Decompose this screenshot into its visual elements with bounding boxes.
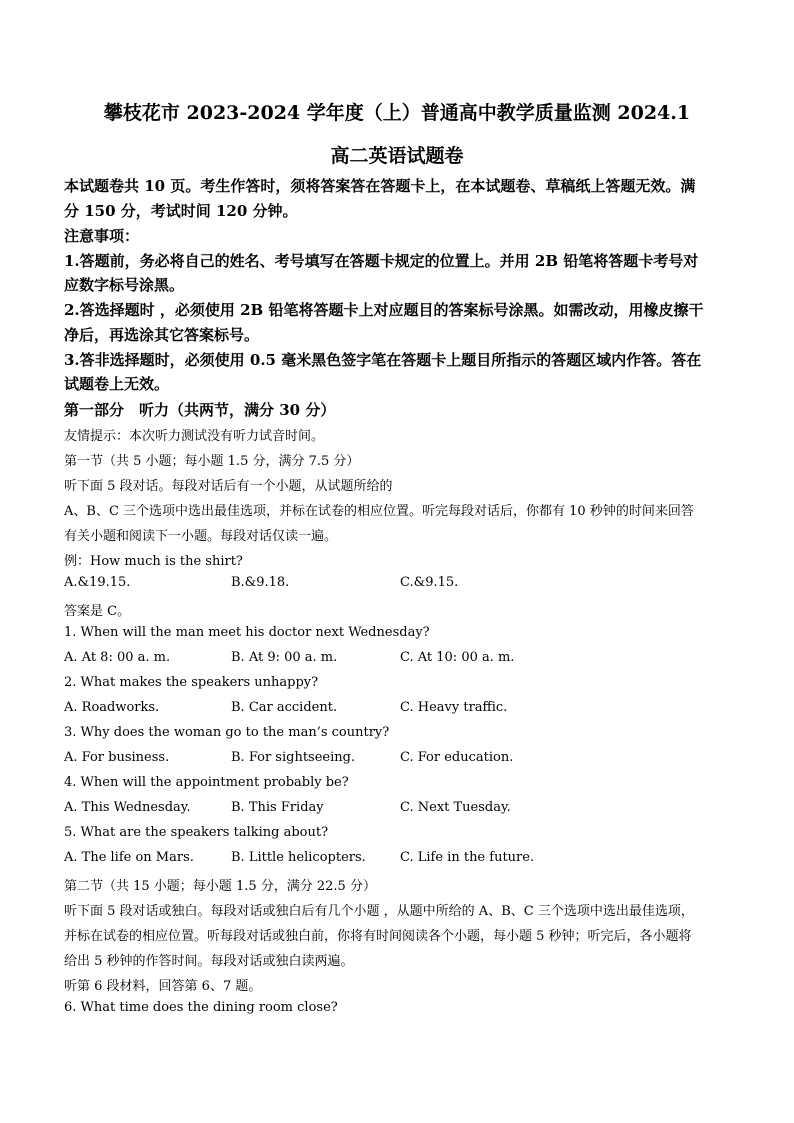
option-c: C. At 10: 00 a. m. bbox=[400, 650, 515, 665]
option-a: A. Roadworks. bbox=[64, 700, 160, 715]
option-c: C.&9.15. bbox=[400, 575, 459, 590]
intro-line: 本试题卷共 10 页。考生作答时，须将答案答在答题卡上，在本试题卷、草稿纸上答题无效。满 bbox=[64, 177, 696, 195]
note-line: 3.答非选择题时，必须使用 0.5 毫米黑色签字笔在答题卡上题目所指示的答题区域内作答。答在 bbox=[64, 351, 702, 369]
option-b: B. For sightseeing. bbox=[231, 750, 356, 765]
exam-subtitle: 高二英语试题卷 bbox=[330, 145, 464, 167]
note-line: 应数字标号涂黑。 bbox=[64, 276, 185, 294]
section-title: 第二节（共 15 小题；每小题 1.5 分，满分 22.5 分） bbox=[64, 879, 376, 894]
question: 4. When will the appointment probably be? bbox=[64, 775, 349, 790]
instruction-line: 并标在试卷的相应位置。听每段对话或独白前，你将有时间阅读各个小题，每小题 5 秒钟；听完后，各小题将 bbox=[64, 929, 692, 944]
option-a: A. For business. bbox=[64, 750, 170, 765]
option-b: B.&9.18. bbox=[231, 575, 290, 590]
note-line: 1.答题前，务必将自己的姓名、考号填写在答题卡规定的位置上。并用 2B 铅笔将答题卡考号对 bbox=[64, 252, 699, 270]
option-b: B. Little helicopters. bbox=[231, 850, 366, 865]
part-title: 第一部分 听力（共两节，满分 30 分） bbox=[64, 401, 336, 419]
option-c: C. Heavy traffic. bbox=[400, 700, 508, 715]
material-label: 听第 6 段材料，回答第 6、7 题。 bbox=[64, 979, 262, 994]
exam-title: 攀枝花市 2023-2024 学年度（上）普通高中教学质量监测 2024.1 bbox=[103, 102, 691, 124]
option-a: A.&19.15. bbox=[64, 575, 131, 590]
intro-line: 分 150 分，考试时间 120 分钟。 bbox=[64, 202, 298, 220]
question: 3. Why does the woman go to the man’s country? bbox=[64, 725, 390, 740]
option-b: B. Car accident. bbox=[231, 700, 338, 715]
note-line: 净后，再选涂其它答案标号。 bbox=[64, 326, 260, 344]
option-c: C. Next Tuesday. bbox=[400, 800, 511, 815]
note-line: 2.答选择题时 ，必须使用 2B 铅笔将答题卡上对应题目的答案标号涂黑。如需改动，用橡皮擦干 bbox=[64, 301, 704, 319]
instruction-line: 给出 5 秒钟的作答时间。每段对话或独白读两遍。 bbox=[64, 954, 354, 969]
option-c: C. Life in the future. bbox=[400, 850, 535, 865]
question: 2. What makes the speakers unhappy? bbox=[64, 675, 319, 690]
option-a: A. This Wednesday. bbox=[64, 800, 191, 815]
instruction-line: 听下面 5 段对话或独白。每段对话或独白后有几个小题 ，从题中所给的 A、B、C 三个选项中选出最佳选项， bbox=[64, 904, 694, 919]
option-a: A. At 8: 00 a. m. bbox=[64, 650, 171, 665]
question: 1. When will the man meet his doctor next Wednesday? bbox=[64, 625, 430, 640]
option-a: A. The life on Mars. bbox=[64, 850, 194, 865]
question: 5. What are the speakers talking about? bbox=[64, 825, 329, 840]
question: 6. What time does the dining room close? bbox=[64, 1000, 338, 1015]
instruction-line: 听下面 5 段对话。每段对话后有一个小题，从试题所给的 bbox=[64, 479, 393, 494]
notes-title: 注意事项： bbox=[64, 227, 140, 245]
section-title: 第一节（共 5 小题；每小题 1.5 分，满分 7.5 分） bbox=[64, 454, 360, 469]
example-question: 例：How much is the shirt? bbox=[64, 554, 243, 569]
option-c: C. For education. bbox=[400, 750, 514, 765]
note-line: 试题卷上无效。 bbox=[64, 375, 170, 393]
tip-line: 友情提示：本次听力测试没有听力试音时间。 bbox=[64, 429, 325, 444]
option-b: B. This Friday bbox=[231, 800, 324, 815]
instruction-line: 有关小题和阅读下一小题。每段对话仅读一遍。 bbox=[64, 529, 338, 544]
instruction-line: A、B、C 三个选项中选出最佳选项，并标在试卷的相应位置。听完每段对话后，你都有 10 秒钟的时间来回答 bbox=[64, 504, 694, 519]
option-b: B. At 9: 00 a. m. bbox=[231, 650, 338, 665]
example-answer: 答案是 C。 bbox=[64, 604, 131, 619]
